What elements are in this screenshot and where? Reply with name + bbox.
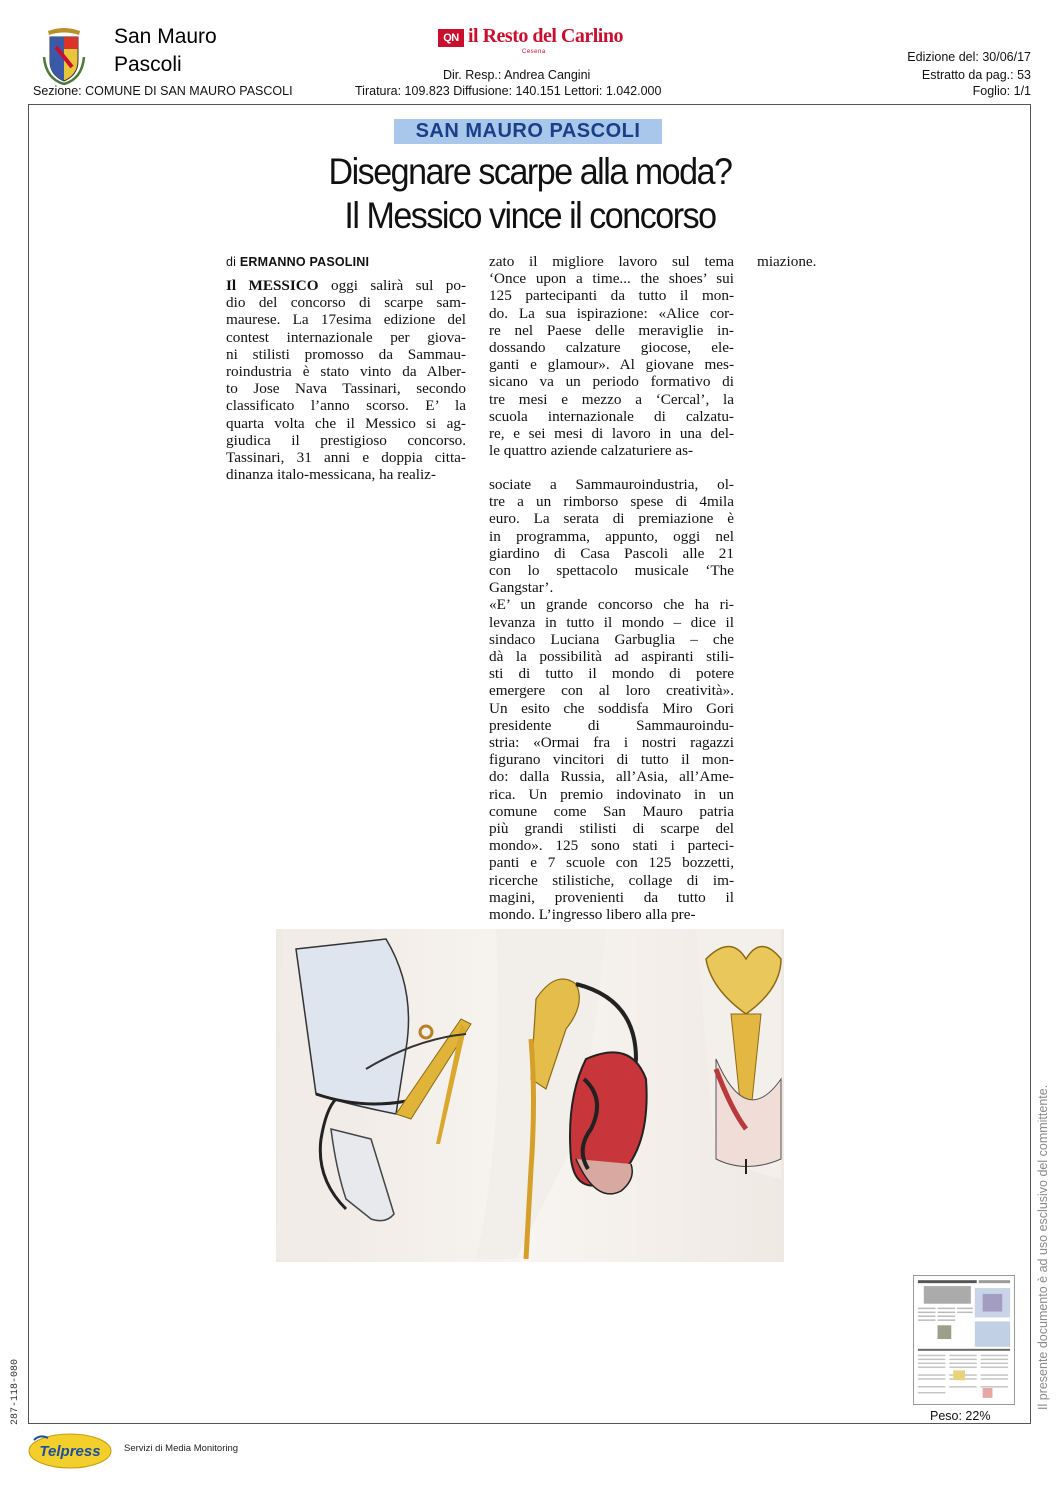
disclaimer-text: Il presente documento è ad uso esclusivo del committente. (1036, 1084, 1050, 1410)
lead-line-rest: oggi salirà sul po- (318, 277, 466, 294)
article-text-line: sindaco Luciana Garbuglia – che (489, 630, 734, 648)
article-text-line: sicano va un periodo formativo di (489, 373, 734, 391)
telpress-logo (28, 1432, 112, 1470)
newspaper-mark: QN (438, 29, 464, 47)
article-text-line: mondo. L’ingresso libero alla pre- (489, 906, 696, 924)
article-title (245, 150, 815, 238)
article-text-line: maurese. La 17esima edizione del (226, 311, 466, 329)
byline-prefix: di (226, 255, 237, 269)
lead-word: Il MESSICO (226, 277, 319, 294)
article-text-line: zato il migliore lavoro sul tema (489, 253, 734, 270)
article-column-1 (226, 277, 466, 483)
article-title-line1: Disegnare scarpe alla moda? (328, 151, 732, 192)
sheet-number: Foglio: 1/1 (972, 84, 1031, 98)
article-text-line: emergere con al loro creatività». (489, 682, 734, 700)
client-name (114, 23, 217, 79)
article-text-line: euro. La serata di premiazione è (489, 510, 734, 528)
clipping-header (28, 15, 1031, 103)
article-text-line: magini, provenienti da tutto il (489, 888, 734, 906)
article-text-line: do: dalla Russia, all’Asia, all’Ame- (489, 768, 734, 786)
article-text-line: dio del concorso di scarpe sam- (226, 294, 466, 312)
article-text-line: miazione. (757, 253, 817, 270)
article-text-line: figurano vincitori di tutto il mon- (489, 751, 734, 769)
article-text-line: dà la possibilità ad aspiranti stili- (489, 648, 734, 666)
article-text-line: dossando calzature giocose, ele- (489, 339, 734, 357)
article-text-line: giudica il prestigioso concorso. (226, 431, 466, 449)
excerpt-page: Estratto da pag.: 53 (921, 67, 1031, 82)
article-text-line: to Jose Nava Tassinari, secondo (226, 380, 466, 398)
article-text-line: mondo». 125 sono stati i parteci- (489, 837, 734, 855)
article-text-line: ni stilisti promosso da Sammau- (226, 345, 466, 363)
article-text-line: più grandi stilisti di scarpe del (489, 820, 734, 838)
article-title-line2: Il Messico vince il concorso (344, 195, 716, 236)
article-text-line: «E’ un grande concorso che ha ri- (489, 596, 734, 614)
article-text-line: re, e sei mesi di lavoro in una del- (489, 425, 734, 443)
coat-of-arms-icon (42, 27, 86, 85)
circulation-figures: Tiratura: 109.823 Diffusione: 140.151 Lettori: 1.042.000 (355, 84, 662, 98)
article-text-line: tre a un rimborso spese di 4mila (489, 493, 734, 511)
article-text-line: ricerche stilistiche, collage di im- (489, 871, 734, 889)
article-text-line: contest internazionale per giova- (226, 328, 466, 346)
director-line: Dir. Resp.: Andrea Cangini (443, 68, 591, 82)
newspaper-logo (438, 25, 623, 53)
article-column-3 (757, 253, 837, 270)
article-text-line: quarta volta che il Messico si ag- (226, 414, 466, 432)
article-text-line: Un esito che soddisfa Miro Gori (489, 699, 734, 717)
document-code: 287-118-080 (10, 1358, 21, 1425)
newspaper-city: Cesena (522, 49, 546, 55)
article-text-line: stria: «Ormai fra i nostri ragazzi (489, 734, 734, 752)
article-text-line: Tassinari, 31 anni e doppia citta- (226, 449, 466, 467)
article-text-line: ganti e glamour». Al giovane mes- (489, 356, 734, 374)
article-text-line: classificato l’anno scorso. E’ la (226, 397, 466, 415)
article-text-line: le quattro aziende calzaturiere as- (489, 442, 694, 460)
article-text-line: tre mesi e mezzo a ‘Cercal’, la (489, 390, 734, 408)
article-byline (226, 255, 369, 269)
article-kicker: SAN MAURO PASCOLI (394, 119, 662, 144)
article-text-line: sti di tutto il mondo di potere (489, 665, 734, 683)
article-text-line: rica. Un premio indovinato in un (489, 785, 734, 803)
article-text-line: scuola internazionale di calzatu- (489, 407, 734, 425)
article-column-2-bottom (489, 476, 734, 923)
article-text-line: con lo spettacolo musicale ‘The (489, 562, 734, 580)
article-text-line (226, 277, 466, 294)
article-text-line: Gangstar’. (489, 579, 554, 597)
article-text-line: do. La sua ispirazione: «Alice cor- (489, 304, 734, 322)
page-thumbnail (913, 1275, 1015, 1405)
article-text-line: dinanza italo-messicana, ha realiz- (226, 466, 436, 484)
article-text-line: comune come San Mauro patria (489, 802, 734, 820)
client-name-line2: Pascoli (114, 53, 182, 76)
article-text-line: 125 partecipanti da tutto il mon- (489, 287, 734, 305)
article-text-line: levanza in tutto il mondo – dice il (489, 613, 734, 631)
article-text-line: presidente di Sammauroindu- (489, 716, 734, 734)
article-text-line: in programma, appunto, oggi nel (489, 527, 734, 545)
article-text-line: ‘Once upon a time... the shoes’ sui (489, 270, 734, 288)
telpress-logo-text: Telpress (39, 1443, 101, 1460)
article-text-line: roindustria è stato vinto da Alber- (226, 363, 466, 381)
article-text-line: sociate a Sammauroindustria, ol- (489, 476, 734, 493)
clipping-weight: Peso: 22% (930, 1409, 991, 1423)
article-text-line: giardino di Casa Pascoli alle 21 (489, 544, 734, 562)
article-column-2-top (489, 253, 734, 459)
byline-author: ERMANNO PASOLINI (239, 255, 370, 269)
section-label: Sezione: COMUNE DI SAN MAURO PASCOLI (33, 84, 293, 98)
shoe-sketches-icon (276, 929, 784, 1262)
footer-service: Servizi di Media Monitoring (124, 1443, 239, 1454)
edition-info (907, 49, 1031, 84)
page-thumbnail-icon (914, 1276, 1014, 1404)
client-name-line1: San Mauro (114, 25, 217, 48)
article-text-line: panti e 7 scuole con 125 bozzetti, (489, 854, 734, 872)
article-text-line: re nel Paese delle meraviglie in- (489, 321, 734, 339)
shoe-design-illustration (276, 929, 784, 1262)
newspaper-name: il Resto del Carlino (468, 25, 623, 47)
edition-date: Edizione del: 30/06/17 (907, 50, 1031, 64)
